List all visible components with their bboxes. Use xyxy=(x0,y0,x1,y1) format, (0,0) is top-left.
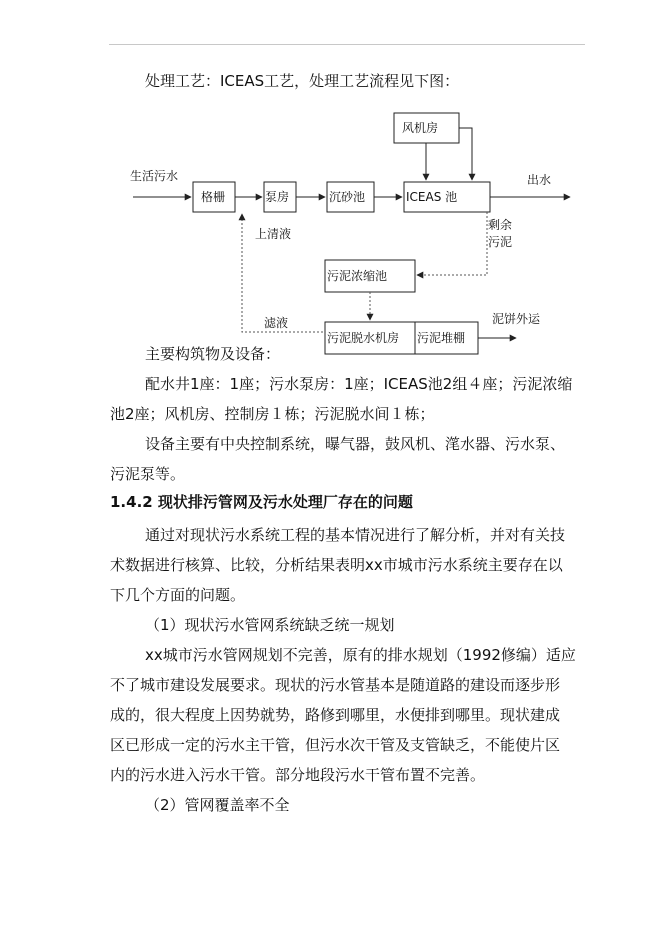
p3-line1: 通过对现状污水系统工程的基本情况进行了解分析，并对有关技 xyxy=(145,526,566,544)
filtrate-label: 滤液 xyxy=(264,316,289,330)
sludge-thickener-label: 污泥浓缩池 xyxy=(327,269,388,283)
section-heading: 1.4.2 现状排污管网及污水处理厂存在的问题 xyxy=(110,493,413,511)
process-flow-diagram xyxy=(0,100,662,370)
p4-line1: xx城市污水管网规划不完善，原有的排水规划（1992修编）适应 xyxy=(145,646,576,664)
pump-room-label: 泵房 xyxy=(265,190,290,204)
item1: （1）现状污水管网系统缺乏统一规划 xyxy=(145,616,395,634)
p4-line4: 区已形成一定的污水主干管，但污水次干管及支管缺乏，不能使片区 xyxy=(110,736,561,754)
iceas-tank-label: ICEAS 池 xyxy=(406,190,458,204)
sludge-dewatering-label: 污泥脱水机房 xyxy=(327,331,400,345)
grit-chamber-label: 沉砂池 xyxy=(329,190,366,204)
p1-line1: 配水井1座：1座；污水泵房：1座；ICEAS池2组４座；污泥浓缩 xyxy=(145,375,573,393)
air-supply-arrow-2 xyxy=(459,128,472,180)
domestic-sewage-label: 生活污水 xyxy=(130,169,179,183)
excess-sludge-label-2: 污泥 xyxy=(488,235,513,249)
cake-out-label: 泥饼外运 xyxy=(492,312,541,326)
structures-title: 主要构筑物及设备： xyxy=(145,345,281,363)
supernatant-label: 上清液 xyxy=(255,227,292,241)
item2: （2）管网覆盖率不全 xyxy=(145,796,290,814)
excess-sludge-line xyxy=(417,212,487,275)
p4-line5: 内的污水进入污水干管。部分地段污水干管布置不完善。 xyxy=(110,766,486,784)
excess-sludge-label-1: 剩余 xyxy=(488,218,513,232)
p3-line2: 术数据进行核算、比较，分析结果表明xx市城市污水系统主要存在以 xyxy=(110,556,563,574)
p1-line2: 池2座；风机房、控制房１栋；污泥脱水间１栋； xyxy=(110,405,435,423)
p3-line3: 下几个方面的问题。 xyxy=(110,586,246,604)
header-rule xyxy=(109,44,585,45)
p4-line2: 不了城市建设发展要求。现状的污水管基本是随道路的建设而逐步形 xyxy=(110,676,561,694)
sludge-shed-label: 污泥堆棚 xyxy=(417,331,466,345)
p2-line2: 污泥泵等。 xyxy=(110,465,186,483)
intro-text: 处理工艺：ICEAS工艺，处理工艺流程见下图： xyxy=(145,72,460,90)
p4-line3: 成的，很大程度上因势就势，路修到哪里，水便排到哪里。现状建成 xyxy=(110,706,561,724)
fan-room-label: 风机房 xyxy=(402,121,439,135)
p2-line1: 设备主要有中央控制系统，曝气器，鼓风机、滗水器、污水泵、 xyxy=(145,435,566,453)
grille-label: 格栅 xyxy=(201,190,226,204)
effluent-label: 出水 xyxy=(527,173,552,187)
